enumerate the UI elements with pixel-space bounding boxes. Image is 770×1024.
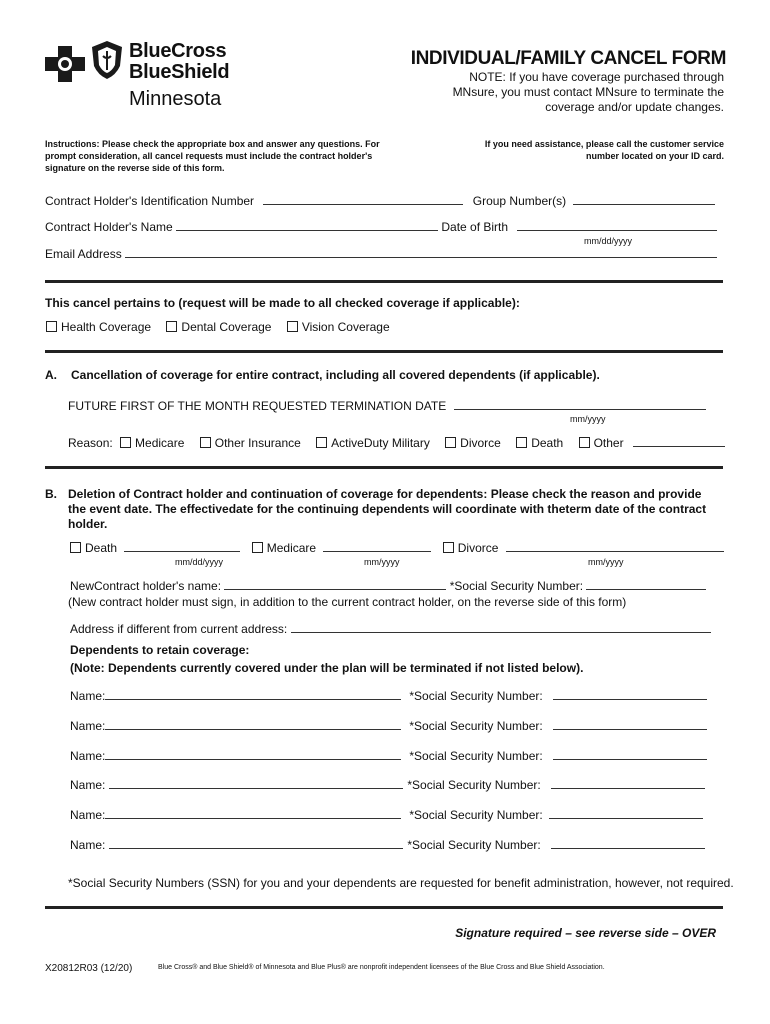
email-field[interactable] [125, 246, 717, 258]
section-a-reasons [68, 435, 725, 450]
logo-line-2: BlueShield [129, 61, 230, 83]
dependent-row: Name: *Social Security Number: [70, 837, 705, 852]
address-row [70, 621, 711, 636]
dependent-name-field[interactable] [105, 718, 401, 730]
coverage-heading: This cancel pertains to (request will be made to all checked coverage if applicable): [45, 296, 520, 310]
b-death-format: mm/dd/yyyy [175, 557, 224, 567]
dependent-name-field[interactable] [105, 748, 401, 760]
reason-divorce-checkbox[interactable] [445, 437, 456, 448]
coverage-options [46, 320, 402, 334]
dob-field[interactable] [517, 219, 717, 231]
termination-date-label: FUTURE FIRST OF THE MONTH REQUESTED TERMINATION DATE [68, 399, 447, 413]
holder-id-field[interactable] [263, 193, 463, 205]
termination-date-format: mm/yyyy [570, 414, 606, 424]
health-coverage-option[interactable]: Health Coverage [46, 320, 151, 334]
reason-other-field[interactable] [633, 435, 725, 447]
reason-label: Reason: [68, 436, 113, 450]
b-reason-death[interactable]: Death [70, 541, 117, 555]
vision-coverage-option[interactable]: Vision Coverage [287, 320, 390, 334]
instructions: Instructions: Please check the appropriate box and answer any questions. For prompt consideration, all cancel requests must include the contract holder's signature on the reverse side of this form. [45, 139, 380, 173]
reason-medicare-checkbox[interactable] [120, 437, 131, 448]
dependent-ssn-field[interactable] [549, 807, 703, 819]
section-b-reasons [70, 540, 724, 555]
dependent-ssn-field[interactable] [551, 777, 705, 789]
dental-coverage-option[interactable]: Dental Coverage [166, 320, 271, 334]
b-divorce-checkbox[interactable] [443, 542, 454, 553]
dependent-row: Name: *Social Security Number: [70, 777, 705, 792]
group-number-label: Group Number(s) [472, 194, 567, 208]
new-holder-note: (New contract holder must sign, in addition to the current contract holder, on the reverse side of this form) [68, 595, 627, 609]
section-b-heading: Deletion of Contract holder and continuation of coverage for dependents: Please check the reason and provide the event date. The effectivedate for the continuing dependents will coordinate with theterm date of the contract holder. [68, 487, 707, 531]
legal-notice: Blue Cross® and Blue Shield® of Minnesota and Blue Plus® are nonprofit independent licensees of the Blue Cross and Blue Shield Association. [158, 964, 605, 971]
divider-4 [45, 906, 723, 909]
divider-3 [45, 466, 723, 469]
holder-name-row [45, 219, 725, 234]
new-holder-ssn-label: *Social Security Number: [449, 579, 584, 593]
assistance-note: If you need assistance, please call the customer service number located on your ID card. [484, 139, 724, 161]
new-holder-field[interactable] [224, 578, 446, 590]
address-field[interactable] [291, 621, 711, 633]
divider-1 [45, 280, 723, 283]
b-reason-medicare[interactable]: Medicare [252, 541, 316, 555]
new-holder-row [70, 578, 706, 593]
dependent-ssn-field[interactable] [553, 718, 707, 730]
dependent-ssn-field[interactable] [551, 837, 705, 849]
dependent-name-field[interactable] [105, 688, 401, 700]
dependent-ssn-field[interactable] [553, 688, 707, 700]
holder-id-label: Contract Holder's Identification Number [45, 194, 255, 208]
form-title: INDIVIDUAL/FAMILY CANCEL FORM [410, 48, 726, 69]
termination-date-row [68, 398, 706, 413]
dependents-heading: Dependents to retain coverage: [70, 643, 250, 657]
reason-divorce[interactable]: Divorce [445, 436, 501, 450]
vision-checkbox[interactable] [287, 321, 298, 332]
email-label: Email Address [45, 247, 122, 261]
dependent-ssn-field[interactable] [553, 748, 707, 760]
reason-medicare[interactable]: Medicare [120, 436, 184, 450]
section-b-letter: B. [45, 487, 57, 501]
holder-name-field[interactable] [176, 219, 438, 231]
b-medicare-format: mm/yyyy [364, 557, 400, 567]
holder-name-label: Contract Holder's Name [45, 220, 173, 234]
ssn-footnote: *Social Security Numbers (SSN) for you and your dependents are requested for benefit administration, however, not required. [68, 876, 734, 890]
b-reason-divorce[interactable]: Divorce [443, 541, 499, 555]
dependent-row: Name: *Social Security Number: [70, 748, 707, 763]
dependent-row: Name: *Social Security Number: [70, 718, 707, 733]
holder-id-row [45, 193, 725, 208]
blue-cross-icon [45, 46, 85, 82]
dental-checkbox[interactable] [166, 321, 177, 332]
reason-active-duty[interactable]: ActiveDuty Military [316, 436, 430, 450]
b-divorce-date-field[interactable] [506, 540, 724, 552]
reason-death[interactable]: Death [516, 436, 563, 450]
dependent-name-field[interactable] [109, 837, 403, 849]
logo [45, 40, 245, 112]
signature-note: Signature required – see reverse side – OVER [455, 926, 716, 940]
logo-line-1: BlueCross [129, 40, 227, 62]
reason-active-duty-checkbox[interactable] [316, 437, 327, 448]
logo-line-3: Minnesota [129, 88, 222, 110]
dob-label: Date of Birth [441, 220, 509, 234]
reason-other[interactable]: Other [579, 436, 624, 450]
form-code: X20812R03 (12/20) [45, 963, 133, 974]
address-label: Address if different from current address: [70, 622, 288, 636]
dependent-row: Name: *Social Security Number: [70, 688, 707, 703]
b-medicare-checkbox[interactable] [252, 542, 263, 553]
b-death-checkbox[interactable] [70, 542, 81, 553]
email-row [45, 246, 725, 261]
b-divorce-format: mm/yyyy [588, 557, 624, 567]
dependent-name-field[interactable] [109, 777, 403, 789]
dob-format: mm/dd/yyyy [584, 236, 633, 246]
section-a-heading: Cancellation of coverage for entire contract, including all covered dependents (if applicable). [71, 368, 600, 382]
dependents-note: (Note: Dependents currently covered under the plan will be terminated if not listed below). [70, 661, 584, 675]
b-medicare-date-field[interactable] [323, 540, 431, 552]
mnsure-note: NOTE: If you have coverage purchased through MNsure, you must contact MNsure to terminate the coverage and/or update changes. [452, 70, 724, 114]
b-death-date-field[interactable] [124, 540, 240, 552]
divider-2 [45, 350, 723, 353]
reason-other-insurance-checkbox[interactable] [200, 437, 211, 448]
new-holder-ssn-field[interactable] [586, 578, 706, 590]
blue-shield-icon [91, 40, 123, 80]
group-number-field[interactable] [573, 193, 715, 205]
dependent-name-field[interactable] [105, 807, 401, 819]
dependent-row: Name: *Social Security Number: [70, 807, 703, 822]
section-a-letter: A. [45, 368, 57, 382]
termination-date-field[interactable] [454, 398, 706, 410]
reason-other-checkbox[interactable] [579, 437, 590, 448]
reason-other-insurance[interactable]: Other Insurance [200, 436, 301, 450]
reason-death-checkbox[interactable] [516, 437, 527, 448]
health-checkbox[interactable] [46, 321, 57, 332]
new-holder-label: NewContract holder's name: [70, 579, 222, 593]
